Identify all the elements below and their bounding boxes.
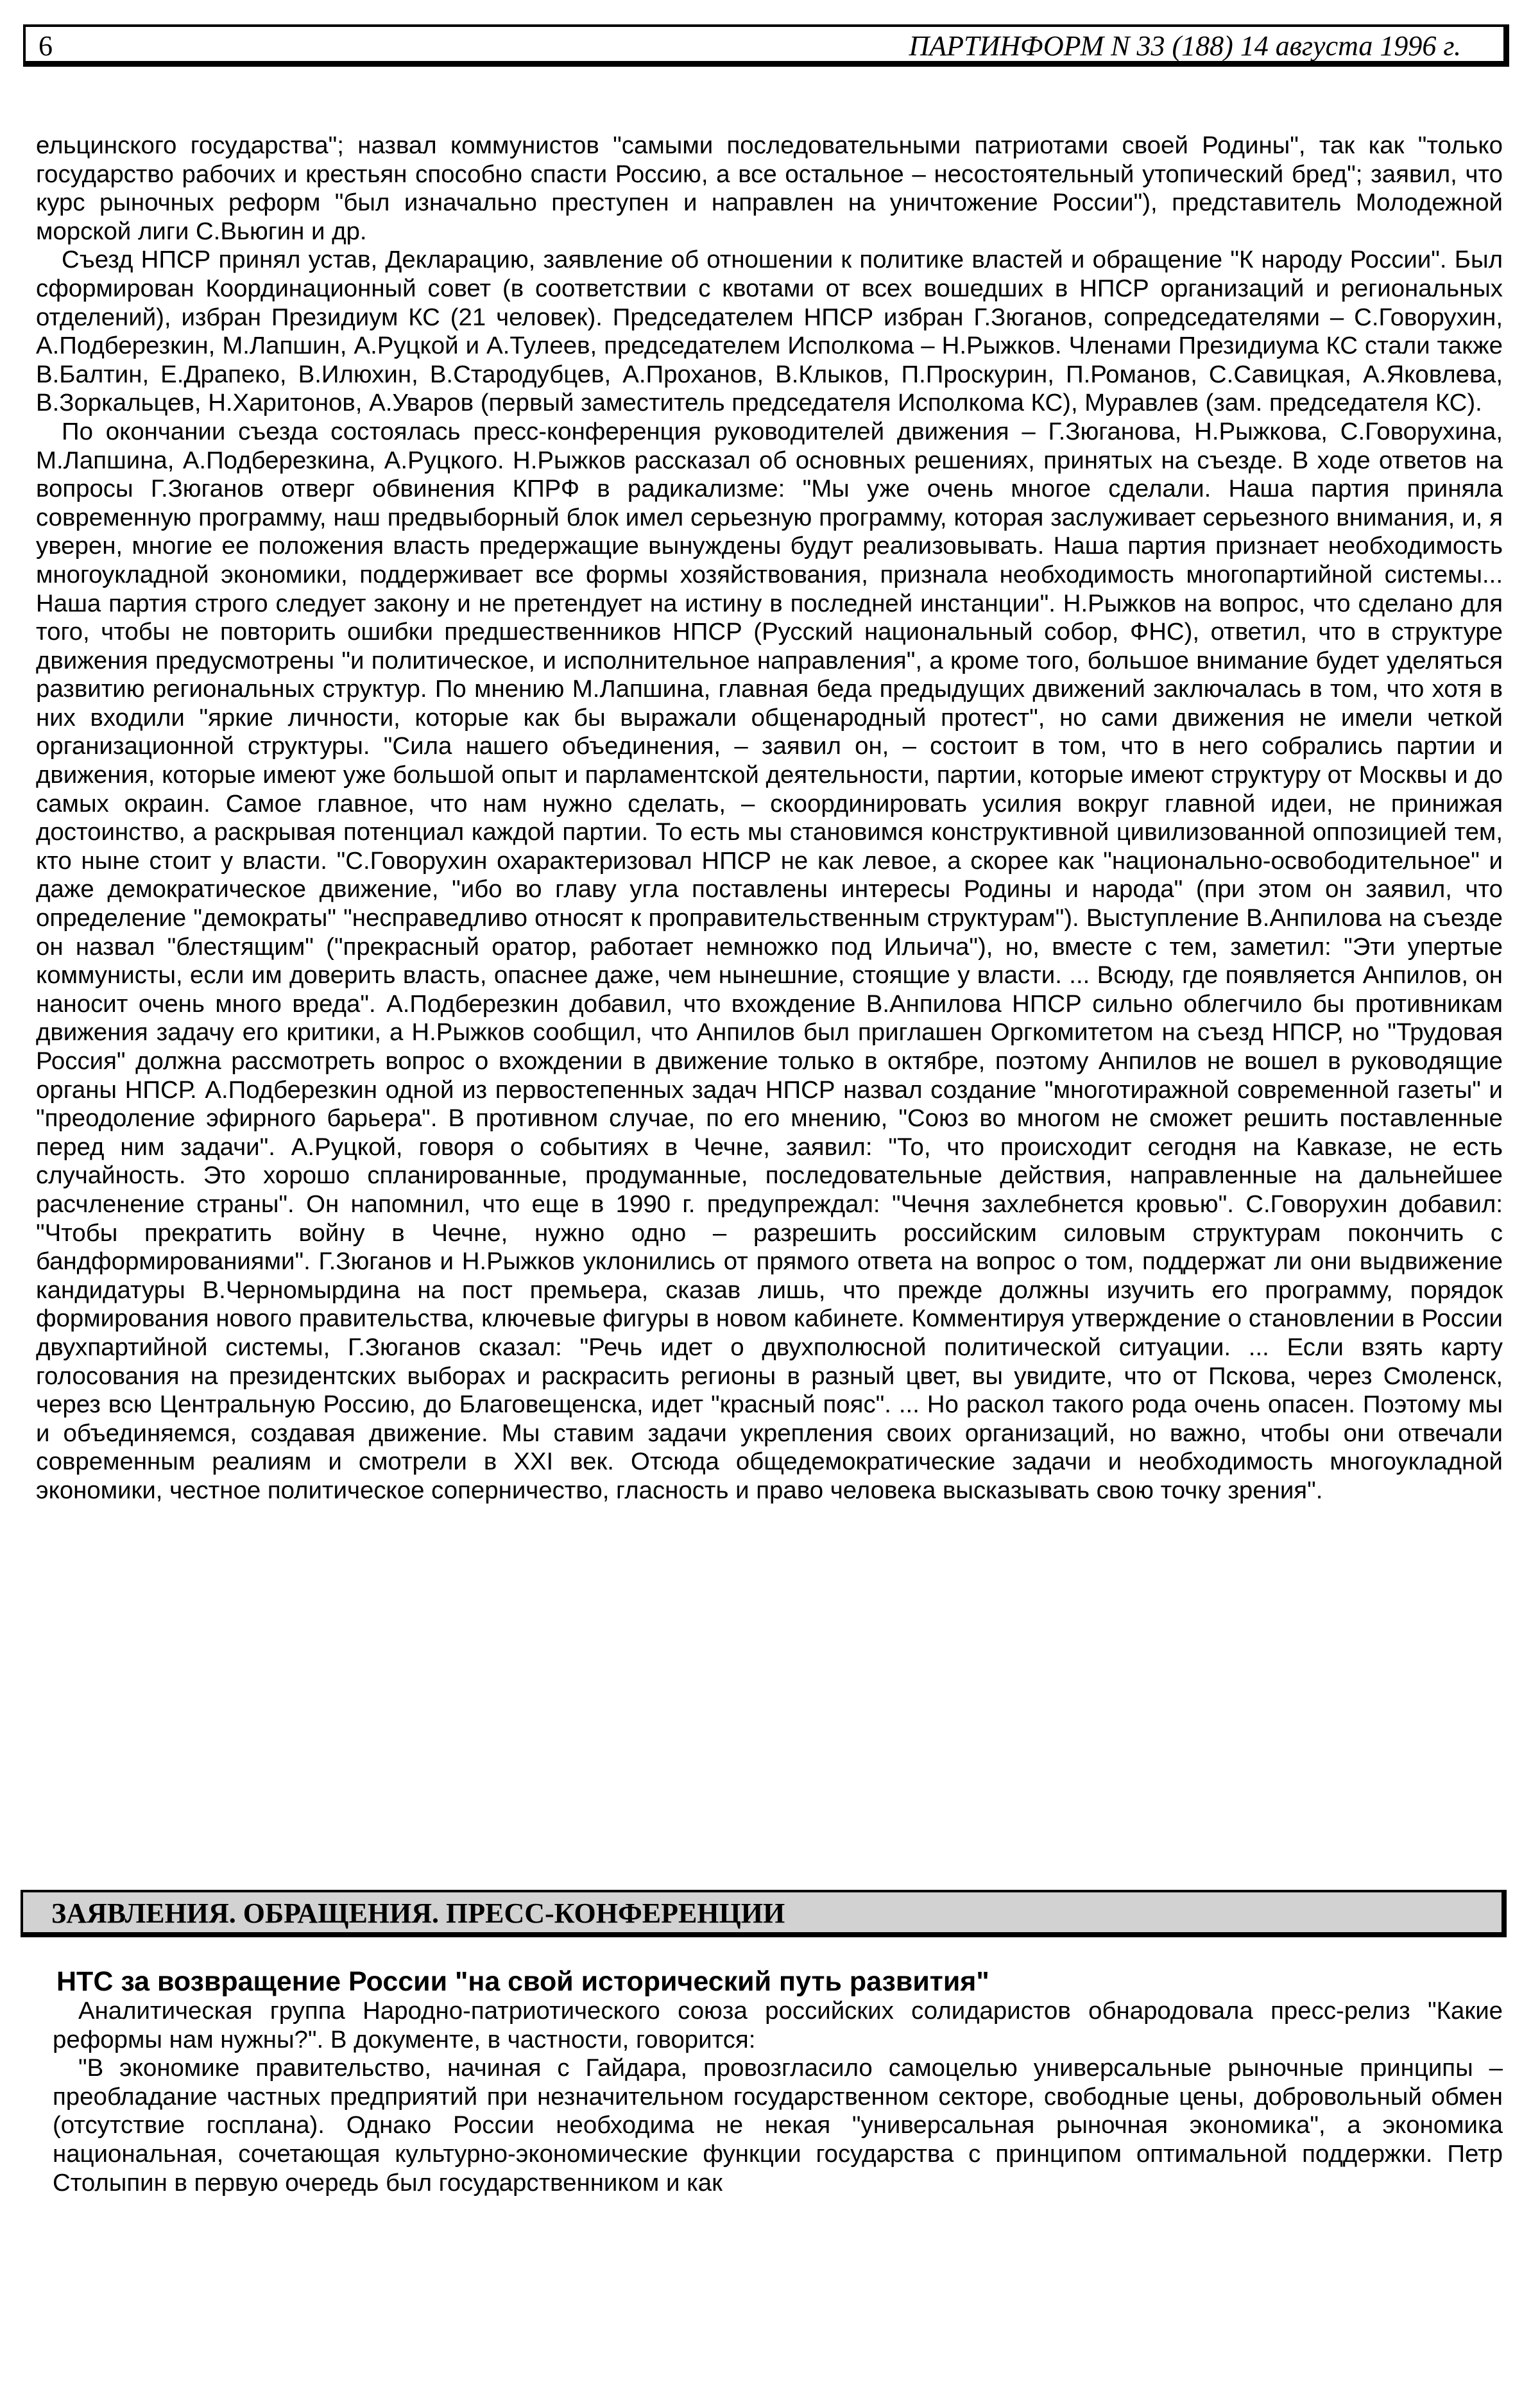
article-body — [36, 132, 1503, 1505]
section-title: ЗАЯВЛЕНИЯ. ОБРАЩЕНИЯ. ПРЕСС-КОНФЕРЕНЦИИ — [51, 1898, 785, 1929]
article2-paragraph: Аналитическая группа Народно-патриотического союза российских солидаристов обнародовала пресс-релиз "Какие реформы нам нужны?". В документе, в частности, говорится: — [53, 1997, 1503, 2053]
issue-line: ПАРТИНФОРМ N 33 (188) 14 августа 1996 г. — [909, 30, 1461, 62]
page-header — [23, 24, 1509, 67]
article-paragraph: По окончании съезда состоялась пресс-конференция руководителей движения – Г.Зюганова, Н.Рыжкова, С.Говорухина, М.Лапшина, А.Подберезкина, А.Руцкого. Н.Рыжков рассказал об основных решениях, принятых на съезде. В ходе ответов на вопросы Г.Зюганов отверг обвинения КПРФ в радикализме: "Мы уже очень многое сделали. Наша партия приняла современную программу, наш предвыборный блок имел серьезную программу, которая заслуживает серьезного внимания, и, я уверен, многие ее положения власть предержащие вынуждены будут реализовывать. Наша партия признает необходимость многоукладной экономики, поддерживает все формы хозяйствования, признала необходимость многопартийной системы... Наша партия строго следует закону и не претендует на истину в последней инстанции". Н.Рыжков на вопрос, что сделано для того, чтобы не повторить ошибки предшественников НПСР (Русский национальный собор, ФНС), ответил, что в структуре движения предусмотрены "и политическое, и исполнительное направления", а кроме того, большое внимание будет уделяться развитию региональных структур. По мнению М.Лапшина, главная беда предыдущих движений заключалась в том, что хотя в них входили "яркие личности, которые как бы выражали общенародный протест", но сами движения не имели четкой организационной структуры. "Сила нашего объединения, – заявил он, – состоит в том, что в него собрались партии и движения, которые имеют уже большой опыт и парламентской деятельности, партии, которые имеют структуру от Москвы и до самых окраин. Самое главное, что нам нужно сделать, – скоординировать усилия вокруг главной идеи, не принижая достоинство, а раскрывая потенциал каждой партии. То есть мы становимся конструктивной цивилизованной оппозицией тем, кто ныне стоит у власти. "С.Говорухин охарактеризовал НПСР не как левое, а скорее как "национально-освободительное" и даже демократическое движение, "ибо во главу угла поставлены интересы Родины и народа" (при этом он заявил, что определение "демократы" "несправедливо относят к проправительственным структурам"). Выступление В.Анпилова на съезде он назвал "блестящим" ("прекрасный оратор, работает немножко под Ильича"), но, вместе с тем, заметил: "Эти упертые коммунисты, если им доверить власть, опаснее даже, чем нынешние, стоящие у власти. ... Всюду, где появляется Анпилов, он наносит очень много вреда". А.Подберезкин добавил, что вхождение В.Анпилова НПСР сильно облегчило бы противникам движения задачу его критики, а Н.Рыжков сообщил, что Анпилов был приглашен Оргкомитетом на съезд НПСР, но "Трудовая Россия" должна рассмотреть вопрос о вхождении в движение только в октябре, поэтому Анпилов не вошел в руководящие органы НПСР. А.Подберезкин одной из первостепенных задач НПСР назвал создание "многотиражной современной газеты" и "преодоление эфирного барьера". В противном случае, по его мнению, "Союз во многом не сможет решить поставленные перед ним задачи". А.Руцкой, говоря о событиях в Чечне, заявил: "То, что происходит сегодня на Кавказе, не есть случайность. Это хорошо спланированные, продуманные, последовательные действия, направленные на дальнейшее расчленение страны". Он напомнил, что еще в 1990 г. предупреждал: "Чечня захлебнется кровью". С.Говорухин добавил: "Чтобы прекратить войну в Чечне, нужно одно – разрешить российским силовым структурам покончить с бандформированиями". Г.Зюганов и Н.Рыжков уклонились от прямого ответа на вопрос о том, поддержат ли они выдвижение кандидатуры В.Черномырдина на пост премьера, сказав лишь, что прежде должны изучить его программу, порядок формирования нового правительства, ключевые фигуры в новом кабинете. Комментируя утверждение о становлении в России двухпартийной системы, Г.Зюганов сказал: "Речь идет о двухполюсной политической ситуации. ... Если взять карту голосования на президентских выборах и раскрасить регионы в разный цвет, вы увидите, что от Пскова, через Смоленск, через всю Центральную Россию, до Благовещенска, идет "красный пояс". ... Но раскол такого рода очень опасен. Поэтому мы и объединяемся, создавая движение. Мы ставим задачи укрепления своих организаций, но важно, чтобы они отвечали современным реалиям и смотрели в XXI век. Отсюда общедемократические задачи и необходимость многоукладной экономики, честное политическое соперничество, гласность и право человека высказывать свою точку зрения". — [36, 417, 1503, 1504]
section-banner — [21, 1890, 1507, 1937]
article-paragraph: ельцинского государства"; назвал коммунистов "самыми последовательными патриотами своей Родины", так как "только государство рабочих и крестьян способно спасти Россию, а все остальное – несостоятельный утопический бред"; заявил, что курс рыночных реформ "был изначально преступен и направлен на уничтожение России"), представитель Молодежной морской лиги С.Вьюгин и др. — [36, 132, 1503, 245]
article2-paragraph: "В экономике правительство, начиная с Гайдара, провозгласило самоцелью универсальные рыночные принципы – преобладание частных предприятий при незначительном государственном секторе, свободные цены, добровольный обмен (отсутствие госплана). Однако России необходима не некая "универсальная рыночная экономика", а экономика национальная, сочетающая культурно-экономические функции государства с принципом оптимальной поддержки. Петр Столыпин в первую очередь был государственником и как — [53, 2054, 1503, 2197]
page-number: 6 — [38, 30, 53, 62]
article-paragraph: Съезд НПСР принял устав, Декларацию, заявление об отношении к политике властей и обращение "К народу России". Был сформирован Координационный совет (в соответствии с квотами от всех вошедших в НПСР организаций и региональных отделений), избран Президиум КС (21 человек). Председателем НПСР избран Г.Зюганов, сопредседателями – С.Говорухин, А.Подберезкин, М.Лапшин, А.Руцкой и А.Тулеев, председателем Исполкома – Н.Рыжков. Членами Президиума КС стали также В.Балтин, Е.Драпеко, В.Илюхин, В.Стародубцев, А.Проханов, В.Клыков, П.Проскурин, П.Романов, С.Савицкая, А.Яковлева, В.Зоркальцев, Н.Харитонов, А.Уваров (первый заместитель председателя Исполкома КС), Муравлев (зам. председателя КС). — [36, 246, 1503, 417]
article2-body — [53, 1997, 1503, 2197]
article-headline: НТС за возвращение России "на свой исторический путь развития" — [56, 1966, 989, 1997]
